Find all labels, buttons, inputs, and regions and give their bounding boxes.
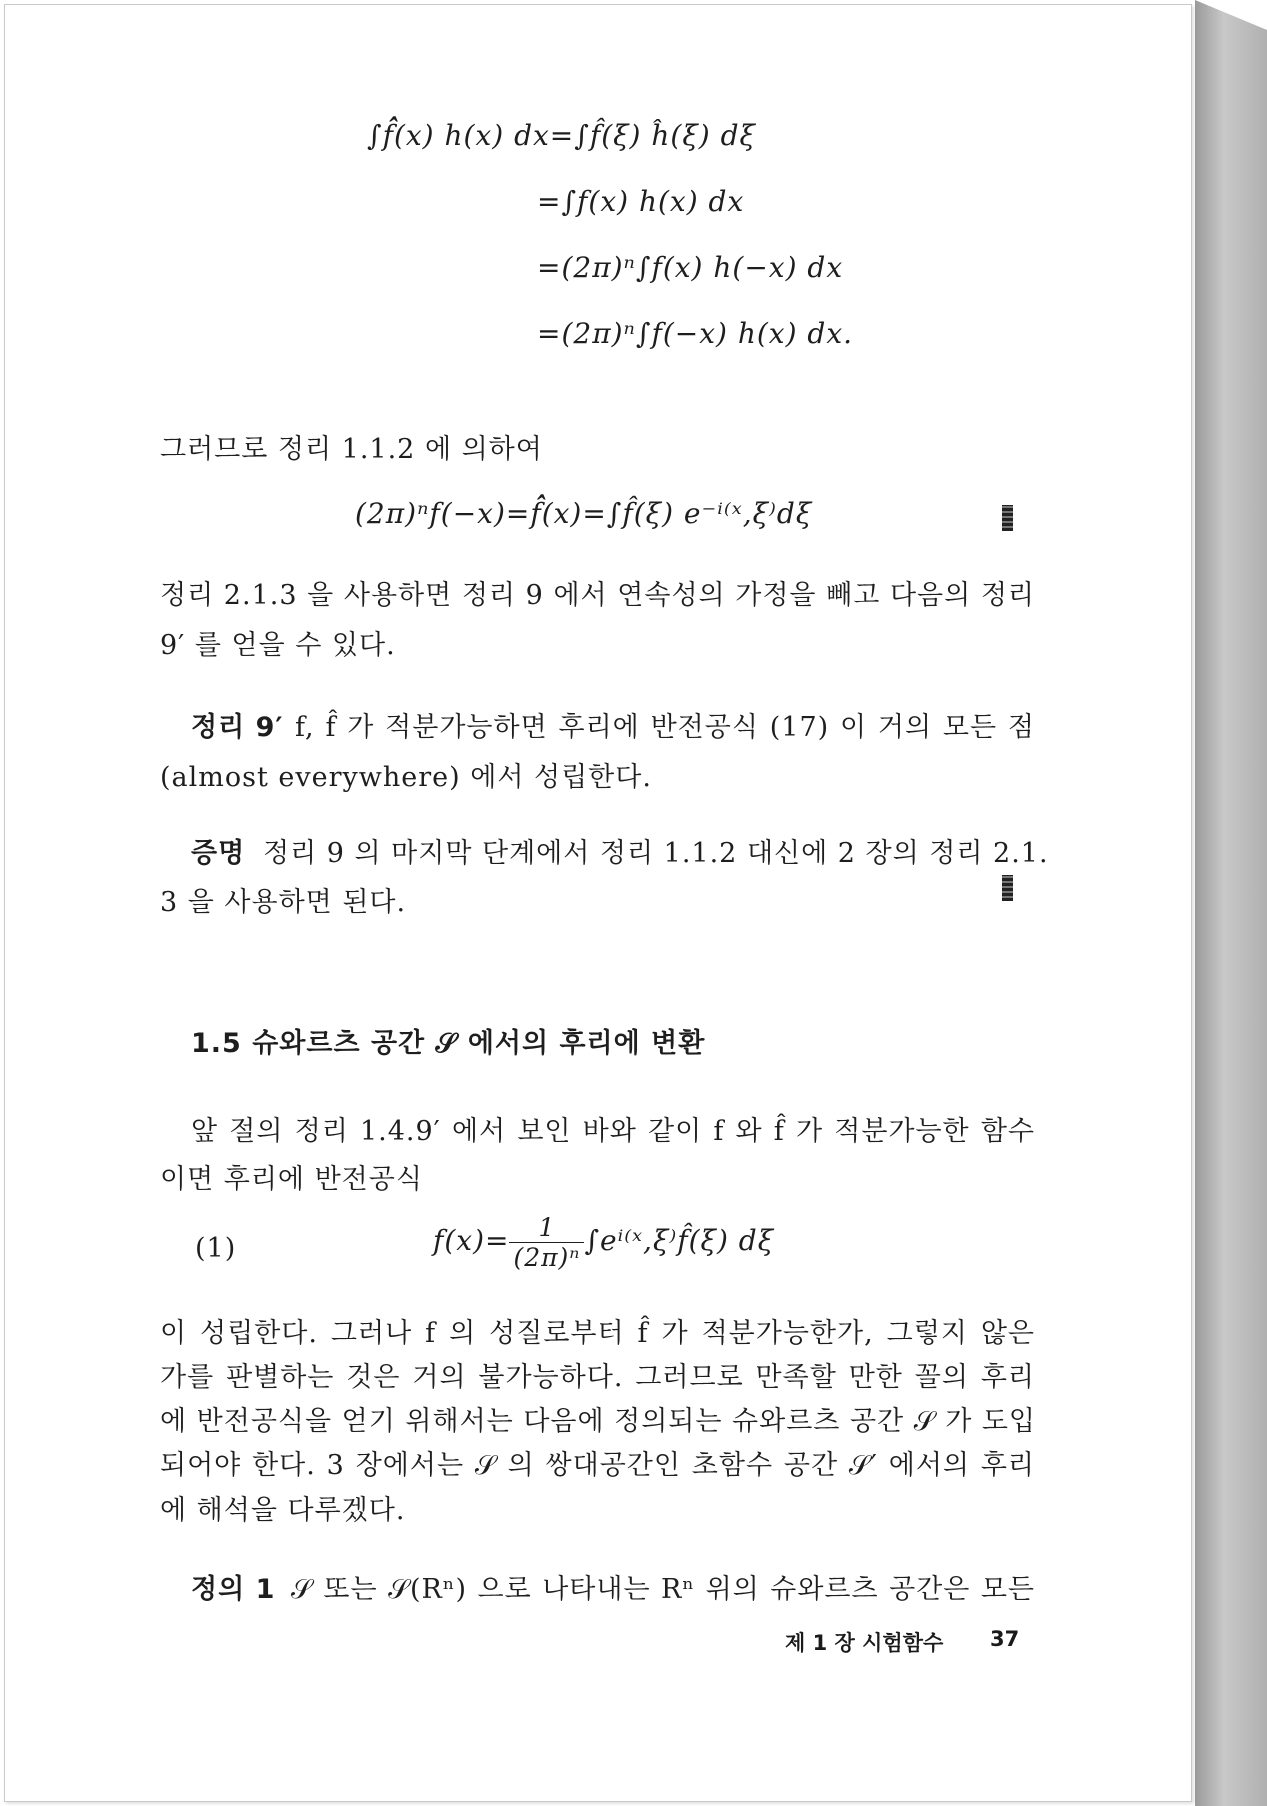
- book-page: [4, 4, 1192, 1802]
- equation-2: =∫f(x) h(x) dx: [537, 185, 745, 218]
- equation-6-fraction: [509, 1213, 584, 1272]
- book-spine: [1195, 0, 1267, 1806]
- section-heading: 1.5 슈와르츠 공간 𝒮 에서의 후리에 변환: [191, 1028, 706, 1059]
- equation-6-lhs: f(x)=: [433, 1224, 510, 1257]
- paragraph-line: 가를 판별하는 것은 거의 불가능하다. 그러므로 만족할 만한 꼴의 후리: [160, 1362, 1035, 1393]
- theorem-text: f, f̂ 가 적분가능하면 후리에 반전공식 (17) 이 거의 모든 점: [295, 712, 1035, 743]
- equation-4: =(2π)ⁿ∫f(−x) h(x) dx.: [537, 317, 854, 350]
- paragraph-line: 에 해석을 다루겠다.: [160, 1495, 406, 1526]
- paragraph-line: 정리 2.1.3 을 사용하면 정리 9 에서 연속성의 가정을 빼고 다음의 정리: [160, 580, 1035, 611]
- equation-1: ∫f̂̂(x) h(x) dx=∫f̂(ξ) ĥ(ξ) dξ: [367, 119, 756, 152]
- qed-mark: [1002, 505, 1013, 531]
- equation-6: [433, 1213, 774, 1272]
- qed-mark: [1002, 875, 1013, 901]
- theorem-text: (almost everywhere) 에서 성립한다.: [160, 762, 652, 793]
- paragraph-line: 이 성립한다. 그러나 f 의 성질로부터 f̂ 가 적분가능한가, 그렇지 않은: [160, 1318, 1035, 1349]
- proof-text: 3 을 사용하면 된다.: [160, 887, 407, 918]
- fraction-numerator: 1: [509, 1213, 584, 1243]
- equation-6-rhs: ∫eⁱ⁽ˣ,ξ⁾f̂(ξ) dξ: [584, 1224, 775, 1257]
- paragraph-line: 에 반전공식을 얻기 위해서는 다음에 정의되는 슈와르츠 공간 𝒮 가 도입: [160, 1406, 1037, 1437]
- theorem-label: 정리 9′: [191, 712, 284, 743]
- running-footer: 제 1 장 시험함수: [785, 1631, 944, 1655]
- paragraph-line: 되어야 한다. 3 장에서는 𝒮 의 쌍대공간인 초함수 공간 𝒮′ 에서의 후리: [160, 1450, 1035, 1481]
- paragraph-line: 그러므로 정리 1.1.2 에 의하여: [160, 434, 543, 465]
- paragraph-line: 9′ 를 얻을 수 있다.: [160, 630, 396, 661]
- definition-label: 정의 1: [191, 1574, 276, 1605]
- proof-text: 정리 9 의 마지막 단계에서 정리 1.1.2 대신에 2 장의 정리 2.1.: [263, 838, 1049, 869]
- equation-3: =(2π)ⁿ∫f(x) h(−x) dx: [537, 251, 844, 284]
- paragraph-line: 앞 절의 정리 1.4.9′ 에서 보인 바와 같이 f 와 f̂ 가 적분가능한 함수: [191, 1116, 1035, 1147]
- fraction-denominator: (2π)ⁿ: [513, 1243, 581, 1272]
- definition-text: 𝒮 또는 𝒮(Rⁿ) 으로 나타내는 Rⁿ 위의 슈와르츠 공간은 모든: [291, 1574, 1035, 1605]
- paragraph-line: 이면 후리에 반전공식: [160, 1164, 423, 1195]
- equation-5: (2π)ⁿf(−x)=f̂̂(x)=∫f̂(ξ) e⁻ⁱ⁽ˣ,ξ⁾dξ: [355, 497, 813, 530]
- equation-number: (1): [195, 1233, 237, 1264]
- proof-label: 증명: [191, 838, 246, 869]
- page-number: 37: [990, 1627, 1020, 1651]
